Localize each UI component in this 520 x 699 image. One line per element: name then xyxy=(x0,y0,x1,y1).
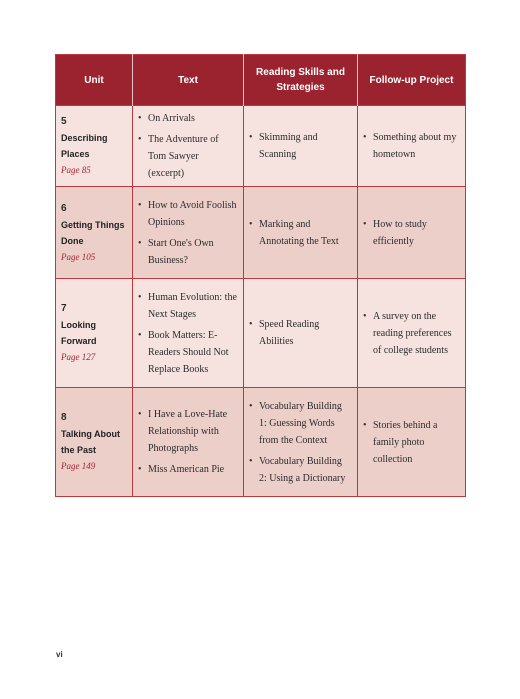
text-cell xyxy=(133,279,244,388)
unit-page: Page 127 xyxy=(61,352,96,362)
skills-cell xyxy=(244,388,358,497)
unit-page: Page 105 xyxy=(61,251,96,262)
unit-cell xyxy=(56,388,133,497)
project-cell xyxy=(358,187,466,279)
unit-title: Looking Forward xyxy=(61,320,97,346)
skills-cell xyxy=(244,279,358,388)
list-item: • Vocabulary Building 2: Using a Dictionary xyxy=(249,453,351,487)
unit-number: 7 xyxy=(61,303,67,314)
contents-table xyxy=(55,54,466,497)
list-item: • Start One's Own Business? xyxy=(138,235,237,269)
list-item: • Something about my hometown xyxy=(363,129,459,163)
table-row xyxy=(56,106,466,187)
list-item: • I Have a Love-Hate Relationship with Photographs xyxy=(138,406,237,457)
unit-number: 8 xyxy=(61,412,67,423)
list-item: • How to Avoid Foolish Opinions xyxy=(138,197,237,231)
unit-title: Talking About the Past xyxy=(61,429,120,455)
table-row xyxy=(56,279,466,388)
unit-cell xyxy=(56,187,133,279)
project-cell xyxy=(358,279,466,388)
unit-page: Page 149 xyxy=(61,461,96,471)
project-cell xyxy=(358,388,466,497)
list-item: • Vocabulary Building 1: Guessing Words from the Context xyxy=(249,398,351,449)
unit-number: 6 xyxy=(61,202,67,214)
text-cell xyxy=(133,187,244,279)
project-cell xyxy=(358,106,466,187)
text-cell xyxy=(133,388,244,497)
list-item: • Speed Reading Abilities xyxy=(249,316,351,350)
header-row xyxy=(56,55,466,106)
unit-title: Getting Things Done xyxy=(61,219,125,246)
list-item: • Skimming and Scanning xyxy=(249,129,351,163)
list-item: • Book Matters: E-Readers Should Not Replace Books xyxy=(138,327,237,378)
unit-number: 5 xyxy=(61,116,67,127)
header-unit: Unit xyxy=(56,55,133,106)
text-cell xyxy=(133,106,244,187)
list-item: • The Adventure of Tom Sawyer (excerpt) xyxy=(138,131,237,182)
list-item: • Human Evolution: the Next Stages xyxy=(138,289,237,323)
unit-cell xyxy=(56,279,133,388)
table-row xyxy=(56,388,466,497)
skills-cell xyxy=(244,106,358,187)
header-text: Text xyxy=(133,55,244,106)
list-item: • Stories behind a family photo collection xyxy=(363,417,459,468)
list-item: • Miss American Pie xyxy=(138,461,237,478)
page-number: vi xyxy=(56,650,63,659)
header-project: Follow-up Project xyxy=(358,55,466,106)
unit-cell xyxy=(56,106,133,187)
header-skills: Reading Skills and Strategies xyxy=(244,55,358,106)
list-item: • How to study efficiently xyxy=(363,216,459,250)
list-item: • On Arrivals xyxy=(138,110,237,127)
skills-cell xyxy=(244,187,358,279)
table-row xyxy=(56,187,466,279)
list-item: • Marking and Annotating the Text xyxy=(249,216,351,250)
unit-page: Page 85 xyxy=(61,165,91,175)
list-item: • A survey on the reading preferences of college students xyxy=(363,308,459,359)
unit-title: Describing Places xyxy=(61,133,108,159)
